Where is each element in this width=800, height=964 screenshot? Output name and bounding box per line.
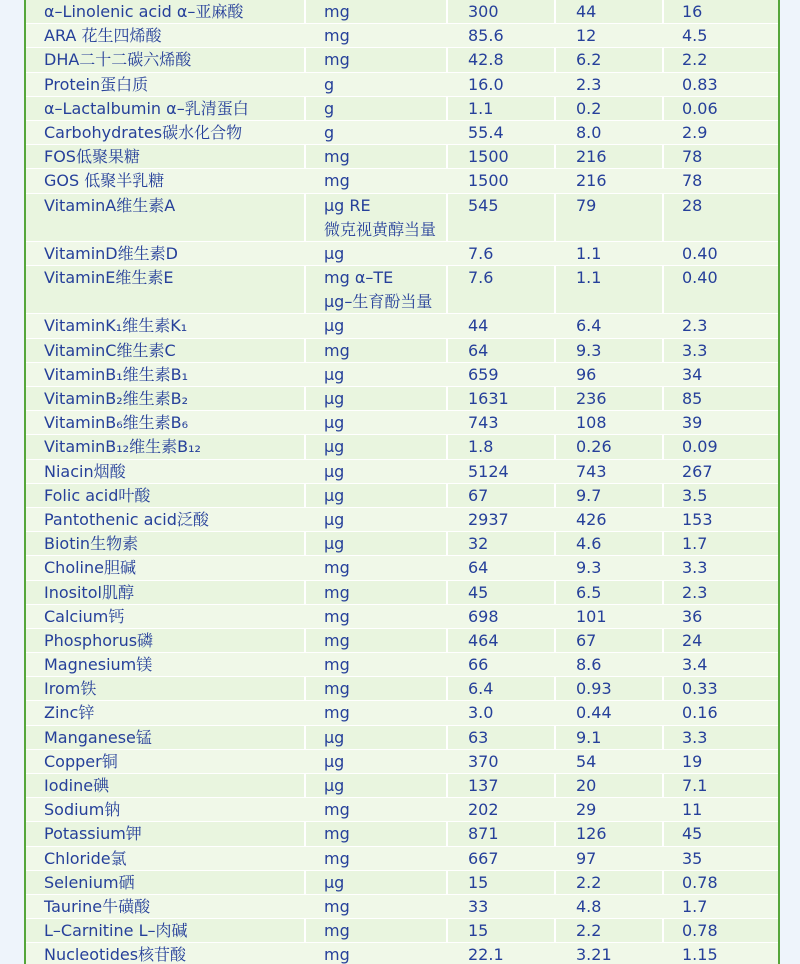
per-100kj-cell: 216 <box>576 171 607 191</box>
unit-cell: μg <box>324 776 345 796</box>
per-100kj-cell: 743 <box>576 461 607 481</box>
unit-cell: mg <box>324 824 350 844</box>
per-100ml-cell: 0.40 <box>682 243 718 263</box>
nutrient-name-cell: Zinc锌 <box>44 703 95 723</box>
nutrient-name-cell: FOS低聚果糖 <box>44 147 140 167</box>
table-row <box>26 73 778 97</box>
per-100kj-cell: 0.26 <box>576 437 612 457</box>
table-row <box>26 0 778 24</box>
table-row <box>26 556 778 580</box>
per-100kj-cell: 97 <box>576 848 597 868</box>
per-100kj-cell: 6.2 <box>576 50 602 70</box>
nutrient-name-cell: Magnesium镁 <box>44 655 153 675</box>
per-100g-cell: 1.1 <box>468 98 494 118</box>
table-row <box>26 629 778 653</box>
per-100ml-cell: 11 <box>682 800 703 820</box>
per-100g-cell: 1.8 <box>468 437 494 457</box>
per-100ml-cell: 39 <box>682 413 703 433</box>
nutrient-name-cell: Biotin生物素 <box>44 534 139 554</box>
per-100g-cell: 55.4 <box>468 122 504 142</box>
nutrient-name-cell: Selenium硒 <box>44 872 135 892</box>
per-100g-cell: 137 <box>468 776 499 796</box>
per-100g-cell: 871 <box>468 824 499 844</box>
per-100kj-cell: 96 <box>576 364 597 384</box>
table-row <box>26 532 778 556</box>
per-100g-cell: 85.6 <box>468 26 504 46</box>
unit-cell: mg <box>324 630 350 650</box>
per-100ml-cell: 36 <box>682 606 703 626</box>
unit-cell: mg α–TE <box>324 268 394 288</box>
table-row <box>26 677 778 701</box>
per-100kj-cell: 79 <box>576 195 597 215</box>
per-100g-cell: 1500 <box>468 147 509 167</box>
per-100ml-cell: 34 <box>682 364 703 384</box>
per-100ml-cell: 24 <box>682 630 703 650</box>
unit-cell: μg RE <box>324 195 371 215</box>
unit-cell: mg <box>324 655 350 675</box>
nutrient-name-cell: GOS 低聚半乳糖 <box>44 171 165 191</box>
per-100kj-cell: 0.93 <box>576 679 612 699</box>
per-100ml-cell: 78 <box>682 147 703 167</box>
unit-cell: μg <box>324 364 345 384</box>
nutrient-name-cell: VitaminB₁₂维生素B₁₂ <box>44 437 201 457</box>
per-100ml-cell: 85 <box>682 389 703 409</box>
table-row <box>26 798 778 822</box>
per-100kj-cell: 0.2 <box>576 98 602 118</box>
per-100ml-cell: 0.33 <box>682 679 718 699</box>
per-100g-cell: 698 <box>468 606 499 626</box>
per-100g-cell: 42.8 <box>468 50 504 70</box>
nutrient-name-cell: Folic acid叶酸 <box>44 485 151 505</box>
unit-cell: mg <box>324 340 350 360</box>
unit-cell: mg <box>324 171 350 191</box>
nutrient-name-cell: VitaminB₂维生素B₂ <box>44 389 189 409</box>
unit-cell: μg <box>324 437 345 457</box>
per-100kj-cell: 8.6 <box>576 655 602 675</box>
table-row <box>26 121 778 145</box>
unit-cell: g <box>324 98 335 118</box>
per-100g-cell: 44 <box>468 316 489 336</box>
nutrient-name-cell: L–Carnitine L–肉碱 <box>44 921 188 941</box>
nutrient-name-cell: VitaminD维生素D <box>44 243 178 263</box>
nutrient-name-cell: Chloride氯 <box>44 848 127 868</box>
nutrient-name-cell: VitaminA维生素A <box>44 195 176 215</box>
table-row <box>26 847 778 871</box>
unit-cell: μg <box>324 316 345 336</box>
table-row <box>26 605 778 629</box>
per-100ml-cell: 28 <box>682 195 703 215</box>
per-100kj-cell: 44 <box>576 2 597 21</box>
per-100kj-cell: 236 <box>576 389 607 409</box>
per-100kj-cell: 9.3 <box>576 340 602 360</box>
per-100kj-cell: 67 <box>576 630 597 650</box>
table-row <box>26 581 778 605</box>
per-100kj-cell: 426 <box>576 509 607 529</box>
per-100g-cell: 370 <box>468 751 499 771</box>
per-100ml-cell: 16 <box>682 2 703 21</box>
per-100g-cell: 743 <box>468 413 499 433</box>
per-100g-cell: 2937 <box>468 509 509 529</box>
per-100ml-cell: 3.4 <box>682 655 708 675</box>
table-row <box>26 774 778 798</box>
unit-cell: μg <box>324 389 345 409</box>
unit-cell: g <box>324 74 335 94</box>
nutrient-name-cell: ARA 花生四烯酸 <box>44 26 162 46</box>
per-100g-cell: 667 <box>468 848 499 868</box>
per-100g-cell: 45 <box>468 582 489 602</box>
unit-cell: mg <box>324 582 350 602</box>
per-100ml-cell: 1.7 <box>682 896 708 916</box>
per-100g-cell: 300 <box>468 2 499 21</box>
per-100g-cell: 7.6 <box>468 243 494 263</box>
per-100ml-cell: 4.5 <box>682 26 708 46</box>
per-100g-cell: 1631 <box>468 389 509 409</box>
per-100ml-cell: 2.3 <box>682 316 708 336</box>
per-100kj-cell: 126 <box>576 824 607 844</box>
per-100ml-cell: 78 <box>682 171 703 191</box>
table-row <box>26 460 778 484</box>
per-100ml-cell: 0.78 <box>682 872 718 892</box>
per-100kj-cell: 6.4 <box>576 316 602 336</box>
per-100g-cell: 545 <box>468 195 499 215</box>
per-100kj-cell: 1.1 <box>576 243 602 263</box>
unit-cell: μg <box>324 751 345 771</box>
nutrient-name-cell: Choline胆碱 <box>44 558 136 578</box>
table-row <box>26 411 778 435</box>
unit-cell: mg <box>324 848 350 868</box>
table-row <box>26 194 778 242</box>
unit-cell: μg <box>324 243 345 263</box>
nutrient-name-cell: Potassium钾 <box>44 824 142 844</box>
nutrient-name-cell: α–Lactalbumin α–乳清蛋白 <box>44 98 249 118</box>
table-row <box>26 145 778 169</box>
per-100kj-cell: 1.1 <box>576 268 602 288</box>
per-100ml-cell: 3.3 <box>682 558 708 578</box>
table-row <box>26 822 778 846</box>
per-100ml-cell: 0.09 <box>682 437 718 457</box>
per-100ml-cell: 3.5 <box>682 485 708 505</box>
nutrient-name-cell: Sodium钠 <box>44 800 121 820</box>
unit-cell: μg <box>324 534 345 554</box>
per-100g-cell: 22.1 <box>468 945 504 964</box>
table-row <box>26 919 778 943</box>
nutrient-name-cell: VitaminB₁维生素B₁ <box>44 364 189 384</box>
unit-cell: mg <box>324 2 350 21</box>
nutrient-name-cell: Taurine牛磺酸 <box>44 896 151 916</box>
per-100ml-cell: 0.16 <box>682 703 718 723</box>
per-100kj-cell: 2.2 <box>576 872 602 892</box>
table-row <box>26 508 778 532</box>
table-row <box>26 339 778 363</box>
nutrient-name-cell: Protein蛋白质 <box>44 74 149 94</box>
table-row <box>26 726 778 750</box>
table-row <box>26 266 778 314</box>
table-row <box>26 169 778 193</box>
unit-cell: mg <box>324 679 350 699</box>
per-100g-cell: 6.4 <box>468 679 494 699</box>
table-row <box>26 895 778 919</box>
nutrient-name-cell: α–Linolenic acid α–亚麻酸 <box>44 2 244 21</box>
per-100kj-cell: 54 <box>576 751 597 771</box>
per-100kj-cell: 29 <box>576 800 597 820</box>
per-100g-cell: 66 <box>468 655 489 675</box>
nutrient-name-cell: Niacin烟酸 <box>44 461 126 481</box>
per-100kj-cell: 4.6 <box>576 534 602 554</box>
table-row <box>26 750 778 774</box>
unit-cell: μg <box>324 413 345 433</box>
per-100g-cell: 7.6 <box>468 268 494 288</box>
nutrient-name-cell: Carbohydrates碳水化合物 <box>44 122 243 142</box>
per-100ml-cell: 0.83 <box>682 74 718 94</box>
per-100kj-cell: 101 <box>576 606 607 626</box>
table-row <box>26 435 778 459</box>
nutrient-name-cell: Calcium钙 <box>44 606 125 626</box>
nutrition-table <box>24 0 780 964</box>
per-100g-cell: 464 <box>468 630 499 650</box>
unit-cell: mg <box>324 26 350 46</box>
table-row <box>26 24 778 48</box>
nutrient-name-cell: Pantothenic acid泛酸 <box>44 509 209 529</box>
per-100g-cell: 15 <box>468 872 489 892</box>
per-100ml-cell: 2.9 <box>682 122 708 142</box>
nutrient-name-cell: Inositol肌醇 <box>44 582 134 602</box>
nutrient-name-cell: Phosphorus磷 <box>44 630 154 650</box>
per-100ml-cell: 153 <box>682 509 713 529</box>
per-100ml-cell: 35 <box>682 848 703 868</box>
nutrient-name-cell: VitaminB₆维生素B₆ <box>44 413 189 433</box>
table-row <box>26 363 778 387</box>
table-row <box>26 242 778 266</box>
unit-cell: μg <box>324 872 345 892</box>
per-100kj-cell: 6.5 <box>576 582 602 602</box>
per-100ml-cell: 267 <box>682 461 713 481</box>
per-100ml-cell: 0.40 <box>682 268 718 288</box>
table-row <box>26 701 778 725</box>
per-100kj-cell: 9.1 <box>576 727 602 747</box>
per-100kj-cell: 8.0 <box>576 122 602 142</box>
per-100g-cell: 16.0 <box>468 74 504 94</box>
per-100ml-cell: 45 <box>682 824 703 844</box>
unit-cell: mg <box>324 921 350 941</box>
unit-cell: μg <box>324 485 345 505</box>
nutrient-name-cell: VitaminK₁维生素K₁ <box>44 316 188 336</box>
nutrient-name-cell: Iodine碘 <box>44 776 110 796</box>
unit-cell: mg <box>324 703 350 723</box>
unit-cell: μg <box>324 461 345 481</box>
per-100kj-cell: 3.21 <box>576 945 612 964</box>
table-row <box>26 97 778 121</box>
page-margin-right <box>780 0 800 964</box>
table-row <box>26 871 778 895</box>
per-100kj-cell: 9.7 <box>576 485 602 505</box>
per-100ml-cell: 1.7 <box>682 534 708 554</box>
nutrient-name-cell: VitaminC维生素C <box>44 340 176 360</box>
nutrient-name-cell: Manganese锰 <box>44 727 152 747</box>
table-row <box>26 653 778 677</box>
per-100g-cell: 64 <box>468 558 489 578</box>
per-100ml-cell: 2.3 <box>682 582 708 602</box>
per-100ml-cell: 3.3 <box>682 340 708 360</box>
per-100kj-cell: 216 <box>576 147 607 167</box>
per-100ml-cell: 0.06 <box>682 98 718 118</box>
per-100ml-cell: 19 <box>682 751 703 771</box>
table-row <box>26 387 778 411</box>
nutrient-name-cell: Copper铜 <box>44 751 118 771</box>
per-100g-cell: 3.0 <box>468 703 494 723</box>
per-100g-cell: 64 <box>468 340 489 360</box>
per-100kj-cell: 108 <box>576 413 607 433</box>
unit-cell: μg <box>324 509 345 529</box>
table-row <box>26 314 778 338</box>
per-100kj-cell: 20 <box>576 776 597 796</box>
per-100g-cell: 202 <box>468 800 499 820</box>
per-100kj-cell: 2.2 <box>576 921 602 941</box>
unit-cell: mg <box>324 50 350 70</box>
unit-cell: mg <box>324 800 350 820</box>
per-100g-cell: 15 <box>468 921 489 941</box>
per-100kj-cell: 0.44 <box>576 703 612 723</box>
unit-cell: mg <box>324 945 350 964</box>
table-row <box>26 484 778 508</box>
table-row <box>26 943 778 964</box>
per-100kj-cell: 12 <box>576 26 597 46</box>
unit-note-cell: 微克视黄醇当量 <box>324 219 437 239</box>
per-100g-cell: 5124 <box>468 461 509 481</box>
per-100g-cell: 33 <box>468 896 489 916</box>
per-100g-cell: 659 <box>468 364 499 384</box>
per-100ml-cell: 2.2 <box>682 50 708 70</box>
per-100ml-cell: 1.15 <box>682 945 718 964</box>
unit-cell: mg <box>324 606 350 626</box>
per-100g-cell: 67 <box>468 485 489 505</box>
nutrient-name-cell: VitaminE维生素E <box>44 268 174 288</box>
per-100kj-cell: 4.8 <box>576 896 602 916</box>
per-100g-cell: 32 <box>468 534 489 554</box>
unit-cell: g <box>324 122 335 142</box>
nutrient-name-cell: DHA二十二碳六烯酸 <box>44 50 192 70</box>
unit-cell: μg <box>324 727 345 747</box>
per-100kj-cell: 2.3 <box>576 74 602 94</box>
per-100g-cell: 63 <box>468 727 489 747</box>
unit-cell: mg <box>324 896 350 916</box>
per-100ml-cell: 7.1 <box>682 776 708 796</box>
per-100ml-cell: 0.78 <box>682 921 718 941</box>
nutrient-name-cell: Irom铁 <box>44 679 97 699</box>
nutrient-name-cell: Nucleotides核苷酸 <box>44 945 187 964</box>
per-100ml-cell: 3.3 <box>682 727 708 747</box>
per-100g-cell: 1500 <box>468 171 509 191</box>
per-100kj-cell: 9.3 <box>576 558 602 578</box>
unit-cell: mg <box>324 147 350 167</box>
page-margin-left <box>0 0 24 964</box>
table-row <box>26 48 778 72</box>
unit-cell: mg <box>324 558 350 578</box>
unit-note-cell: μg–生育酚当量 <box>324 292 433 312</box>
